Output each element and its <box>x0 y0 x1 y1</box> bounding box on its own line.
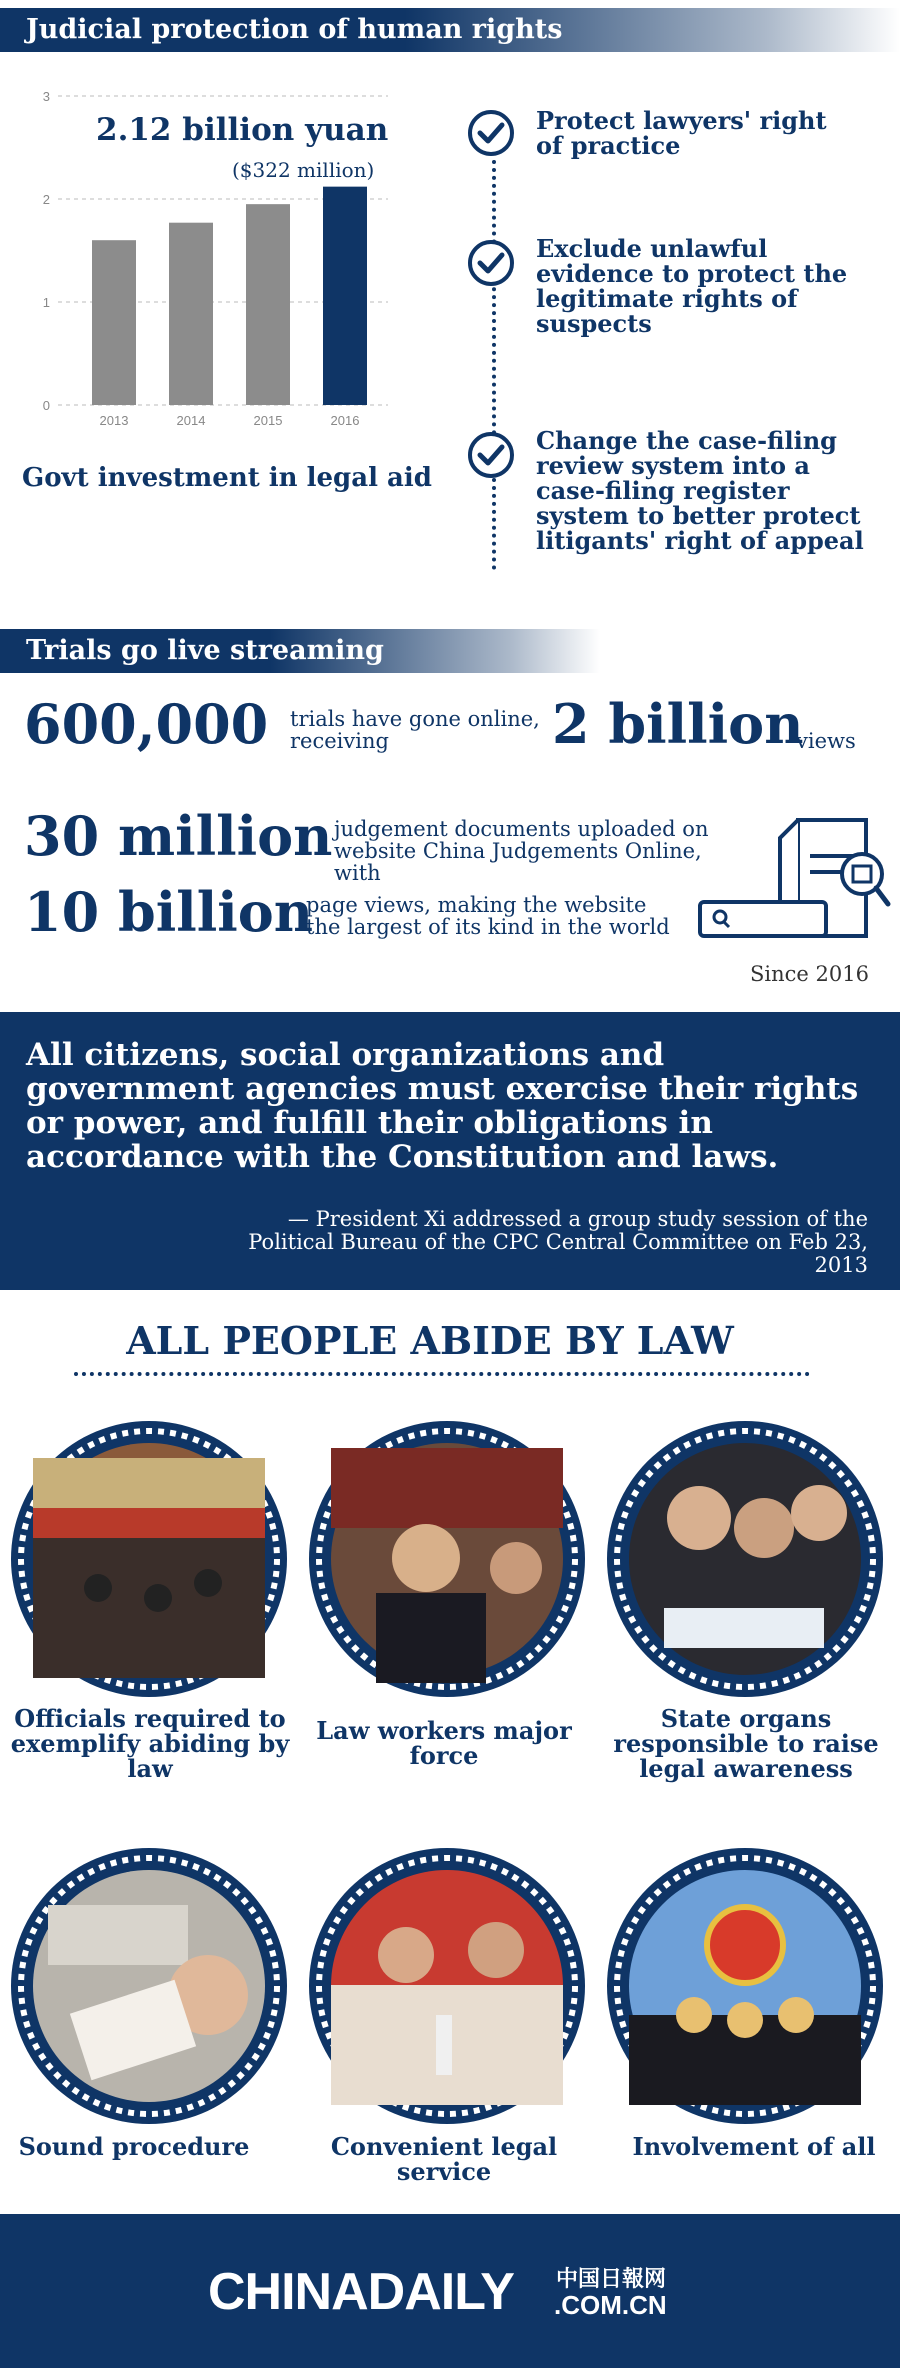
stat-pageviews-value: 10 billion <box>24 880 314 944</box>
banner-title: Judicial protection of human rights <box>26 14 563 45</box>
y-tick-label: 0 <box>42 398 50 413</box>
caption-state-organs: State organs responsible to raise legal awareness <box>613 1704 879 1783</box>
bar-2015 <box>246 204 290 405</box>
stat-views-text: views <box>796 729 856 753</box>
emblem-crowd-photo <box>604 1845 886 2127</box>
bar-2016 <box>323 187 367 405</box>
chart-heading: 2.12 billion yuan <box>96 112 389 148</box>
x-tick-label: 2016 <box>330 413 360 428</box>
check-item-1: Protect lawyers' right of practice <box>536 106 827 160</box>
woman-reading-photo <box>8 1845 290 2127</box>
footer <box>0 2214 900 2368</box>
stat-views-value: 2 billion <box>552 692 804 756</box>
y-tick-label: 2 <box>42 192 50 207</box>
x-tick-label: 2014 <box>176 413 206 428</box>
since-label: Since 2016 <box>750 962 869 986</box>
stat-documents-value: 30 million <box>24 804 333 868</box>
logo-domain: .COM.CN <box>554 2290 667 2320</box>
caption-legal-service: Convenient legal service <box>330 2132 558 2186</box>
students-photo <box>604 1418 886 1700</box>
chart-subheading: ($322 million) <box>232 158 375 182</box>
y-tick-label: 1 <box>42 295 50 310</box>
heading-dotted-rule <box>74 1372 810 1376</box>
law-worker-photo <box>306 1418 588 1700</box>
logo-cn: 中国日報网 <box>556 2267 667 2292</box>
stat-documents-text: judgement documents uploaded on website China Judgements Online, with <box>334 817 709 885</box>
banner-title: Trials go live streaming <box>26 635 384 666</box>
stat-trials-value: 600,000 <box>24 692 269 756</box>
officials-meeting-photo <box>8 1418 290 1700</box>
x-tick-label: 2013 <box>99 413 129 428</box>
document-search-icon <box>698 816 893 956</box>
stat-trials-text: trials have gone online, receiving <box>290 707 540 753</box>
quote-attribution: — President Xi addressed a group study session of the Political Bureau of the CPC Central Committee on Feb 23, 2013 <box>248 1207 868 1277</box>
checkmark-icon <box>466 108 516 158</box>
bar-2013 <box>92 240 136 405</box>
x-tick-label: 2015 <box>253 413 283 428</box>
checkmark-icon <box>466 430 516 480</box>
caption-involvement: Involvement of all <box>632 2132 876 2161</box>
caption-sound-procedure: Sound procedure <box>18 2132 250 2161</box>
quote-text: All citizens, social organizations and government agencies must exercise their rights or power, and fulfill their obligations in accordance with the Constitution and laws. <box>26 1037 859 1175</box>
logo-main: CHINADAILY <box>208 2263 514 2321</box>
stat-pageviews-text: page views, making the website the largest of its kind in the world <box>306 893 670 939</box>
section-banner-live-streaming <box>0 629 600 673</box>
bar-2014 <box>169 223 213 405</box>
section-banner-human-rights <box>0 8 900 52</box>
checkmark-icon <box>466 238 516 288</box>
quote-box <box>0 1012 900 1290</box>
caption-officials: Officials required to exemplify abiding by law <box>10 1704 290 1783</box>
check-item-2: Exclude unlawful evidence to protect the legitimate rights of suspects <box>536 234 848 338</box>
section-heading-abide: ALL PEOPLE ABIDE BY LAW <box>126 1318 734 1363</box>
legal-service-photo <box>306 1845 588 2127</box>
caption-law-workers: Law workers major force <box>316 1716 572 1770</box>
y-tick-label: 3 <box>42 89 50 104</box>
check-item-3: Change the case-filing review system into a case-filing register system to better protect litigants' right of appeal <box>536 426 864 555</box>
chart-caption: Govt investment in legal aid <box>22 463 432 493</box>
timeline-dotted-line <box>492 160 496 570</box>
